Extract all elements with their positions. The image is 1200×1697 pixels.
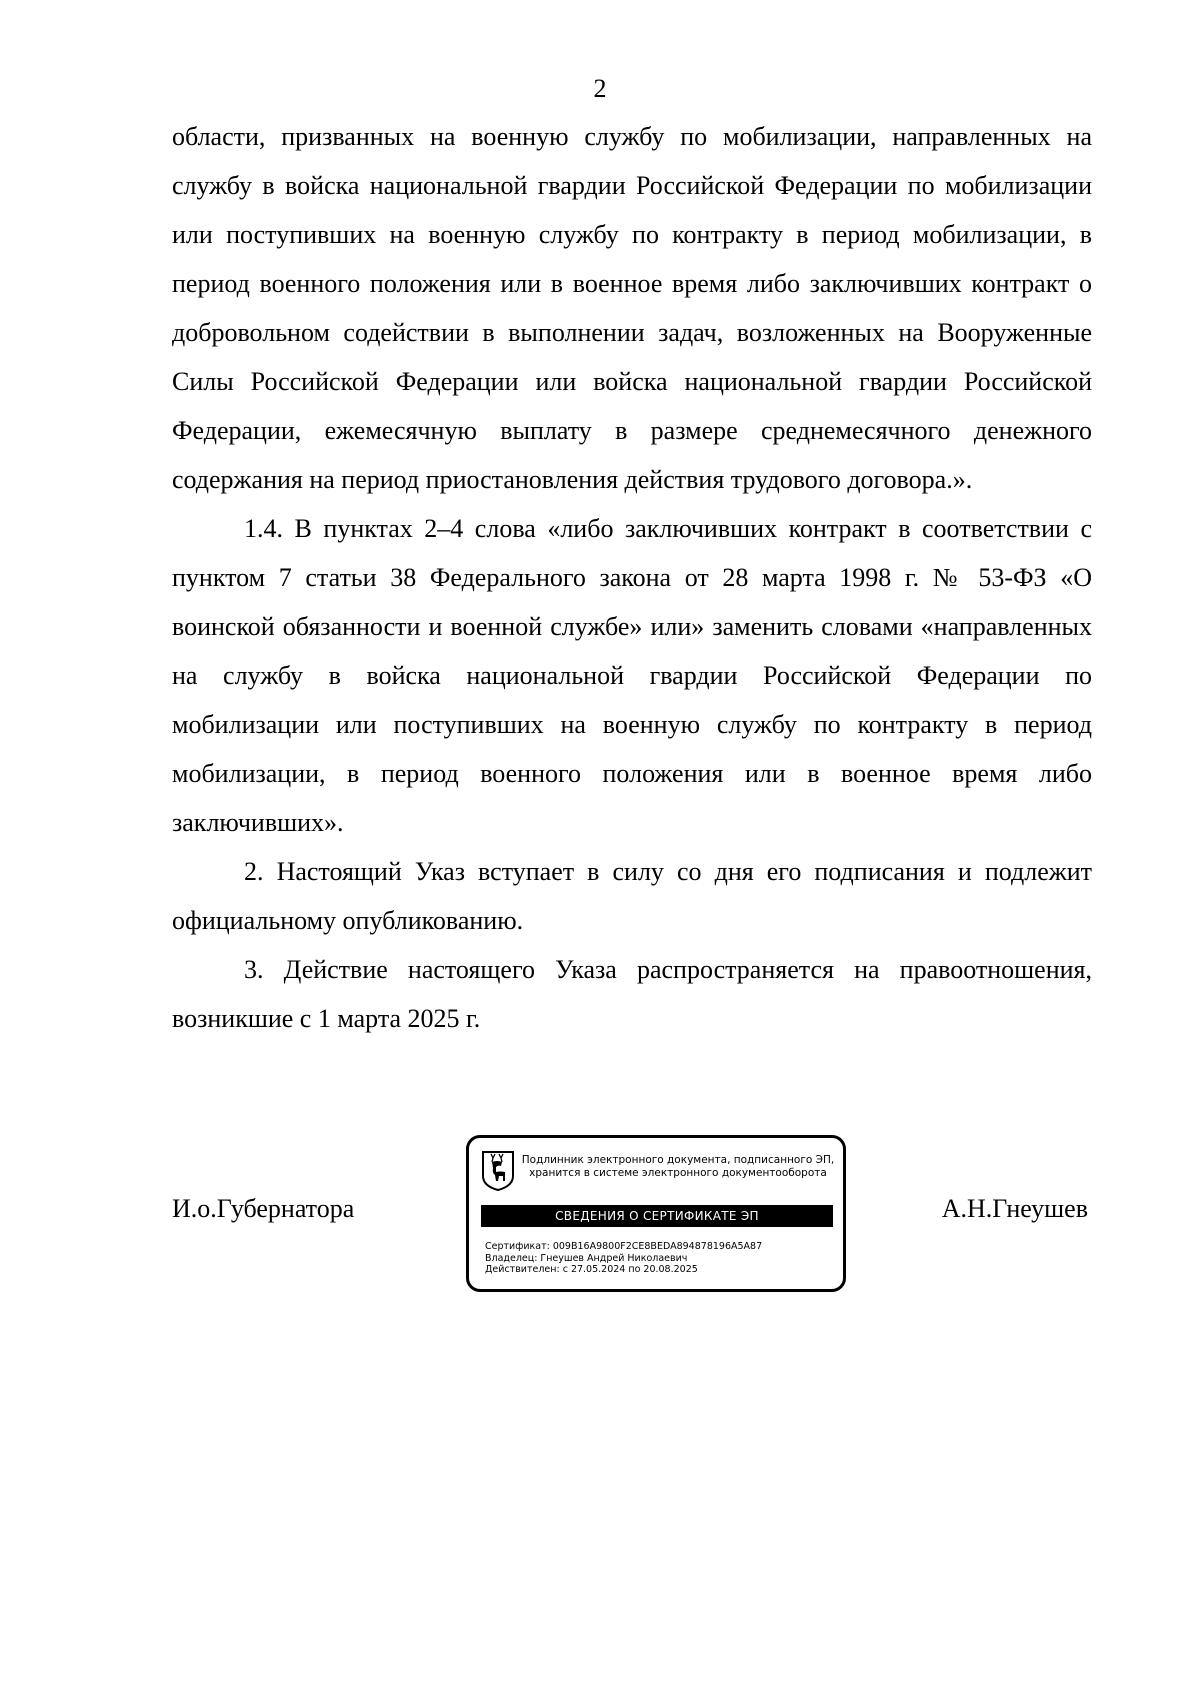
stamp-header-line2: хранится в системе электронного документооборота (529, 1167, 827, 1179)
stamp-validity: Действителен: с 27.05.2024 по 20.08.2025 (485, 1264, 698, 1275)
stamp-certificate-number: Сертификат: 009B16A9800F2CE8BEDA894878196A5A87 (485, 1241, 763, 1252)
stamp-header-line1: Подлинник электронного документа, подписанного ЭП, (521, 1154, 835, 1166)
document-body (172, 112, 1092, 1043)
stamp-certificate-title: СВЕДЕНИЯ О СЕРТИФИКАТЕ ЭП (481, 1205, 833, 1227)
deer-emblem-icon (481, 1150, 515, 1192)
signatory-position: И.о.Губернатора (172, 1194, 355, 1223)
paragraph-continuation: области, призванных на военную службу по мобилизации, направленных на службу в войска национальной гвардии Российской Федерации по мобилизации или поступивших на военную службу по контракту в период мобилизации, в период военного положения или в военное время либо заключивших контракт о добровольном содействии в выполнении задач, возложенных на Вооруженные Силы Российской Федерации или войска национальной гвардии Российской Федерации, ежемесячную выплату в размере среднемесячного денежного содержания на период приостановления действия трудового договора.». (172, 122, 1092, 494)
paragraph-item-1-4: 1.4. В пунктах 2–4 слова «либо заключивших контракт в соответствии с пунктом 7 статьи 38 Федерального закона от 28 марта 1998 г. № 53-ФЗ «О воинской обязанности и военной службе» или» заменить словами «направленных на службу в войска национальной гвардии Российской Федерации по мобилизации или поступивших на военную службу по контракту в период мобилизации, в период военного положения или в военное время либо заключивших». (172, 514, 1092, 837)
stamp-owner: Владелец: Гнеушев Андрей Николаевич (485, 1252, 688, 1264)
page-number: 2 (593, 74, 607, 103)
electronic-signature-stamp (466, 1135, 846, 1292)
paragraph-item-3: 3. Действие настоящего Указа распространяется на правоотношения, возникшие с 1 марта 2025 г. (172, 955, 1092, 1033)
signatory-name: А.Н.Гнеушев (941, 1194, 1088, 1223)
stamp-details (485, 1241, 835, 1276)
stamp-header (519, 1154, 837, 1180)
paragraph-item-2: 2. Настоящий Указ вступает в силу со дня его подписания и подлежит официальному опубликованию. (172, 857, 1092, 935)
